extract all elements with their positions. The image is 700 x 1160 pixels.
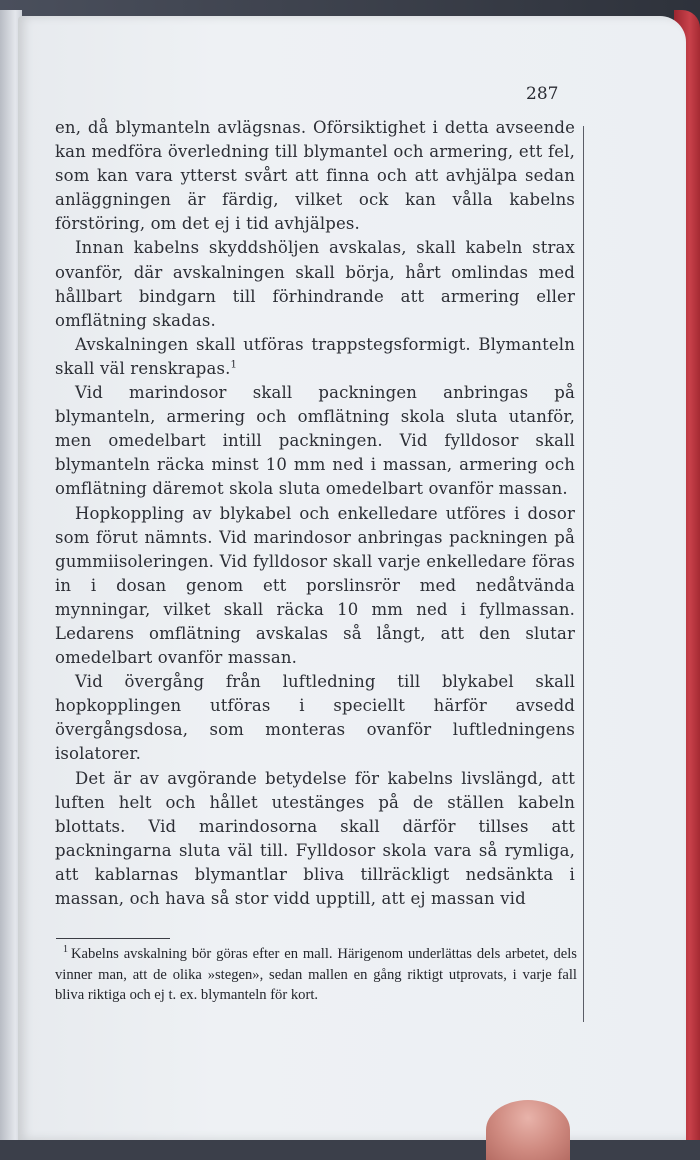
thumb (486, 1100, 570, 1160)
margin-rule (583, 126, 584, 1022)
paragraph-3-text: Avskalningen skall utföras trappstegsformigt. Blymanteln skall väl renskrapas. (55, 334, 575, 378)
footnote-text: Kabelns avskalning bör göras efter en mall. Härigenom underlättas dels arbetet, dels vinner man, att de olika »stegen», sedan mallen en gång riktigt utprovats, i varje fall bliva riktiga och ej t. ex. blymanteln för kort. (55, 946, 577, 1003)
footnote (55, 944, 577, 1006)
paragraph-6: Vid övergång från luftledning till blykabel skall hopkopplingen utföras i speciellt härför avsedd övergångsdosa, som monteras ovanför luftledningens isolatorer. (55, 672, 575, 764)
footnote-mark: 1 (63, 944, 68, 956)
page-number: 287 (526, 84, 559, 104)
paragraph-2: Innan kabelns skyddshöljen avskalas, skall kabeln strax ovanför, där avskalningen skall börja, hårt omlindas med hållbart bindgarn till förhindrande att armering eller omflätning skadas. (55, 238, 575, 330)
paragraph-1: en, då blymanteln avlägsnas. Oförsiktighet i detta avseende kan medföra överledning till blymantel och armering, ett fel, som kan vara ytterst svårt att finna och att avhjälpa sedan anläggningen är färdig, vilket ock kan vålla kabelns förstöring, om det ej i tid avhjälpes. (55, 118, 575, 234)
paragraph-4: Vid marindosor skall packningen anbringas på blymanteln, armering och omflätning skola sluta utanför, men omedelbart intill packningen. Vid fylldosor skall blymanteln räcka minst 10 mm ned i massan, armering och omflätning däremot skola sluta omedelbart ovanför massan. (55, 383, 575, 499)
paragraph-7: Det är av avgörande betydelse för kabelns livslängd, att luften helt och hållet utestänges på de ställen kabeln blottats. Vid marindosorna skall därför tillses att packningarna sluta väl till. Fylldosor skola vara så rymliga, att kablarnas blymantlar bliva tillräckligt nedsänkta i massan, och hava så stor vidd upptill, att ej massan vid (55, 768, 575, 908)
footnote-rule (56, 938, 170, 939)
paragraph-5: Hopkoppling av blykabel och enkelledare utföres i dosor som förut nämnts. Vid marindosor anbringas packningen på gummiisoleringen. Vid fylldosor skall varje enkelledare föras in i dosan genom ett porslinsrör med nedåtvända mynningar, vilket skall räcka 10 mm ned i fyllmassan. Ledarens omflätning avskalas så långt, att den slutar omedelbart ovanför massan. (55, 503, 575, 668)
body-text (55, 116, 575, 911)
paragraph-3 (55, 333, 575, 381)
footnote-reference: 1 (230, 359, 238, 371)
